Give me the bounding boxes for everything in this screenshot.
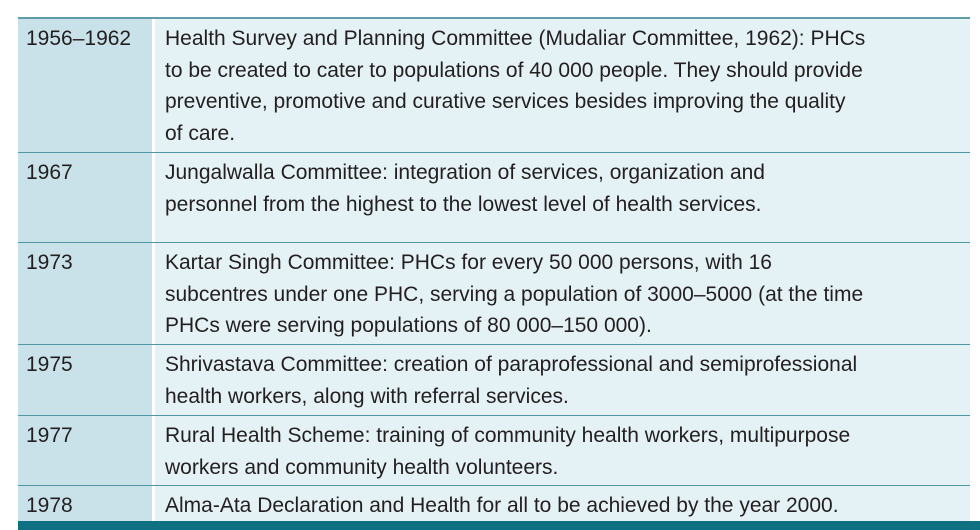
description-cell xyxy=(155,243,970,344)
description-line: health workers, along with referral services. xyxy=(165,384,569,408)
description-line: of care. xyxy=(165,121,236,145)
table-row xyxy=(18,486,970,523)
table-row xyxy=(18,243,970,345)
description-line: Shrivastava Committee: creation of paraprofessional and semiprofessional xyxy=(165,353,858,376)
year-cell: 1977 xyxy=(18,416,155,485)
description-line: Alma-Ata Declaration and Health for all to be achieved by the year 2000. xyxy=(165,494,839,517)
description-cell xyxy=(155,486,970,523)
year-cell: 1975 xyxy=(18,345,155,415)
description-line: Health Survey and Planning Committee (Mudaliar Committee, 1962): PHCs xyxy=(165,27,866,50)
description-line: preventive, promotive and curative services besides improving the quality xyxy=(165,90,846,113)
description-line: Jungalwalla Committee: integration of services, organization and xyxy=(165,161,765,184)
year-cell: 1956–1962 xyxy=(18,19,155,152)
description-cell xyxy=(155,19,970,152)
description-line: workers and community health volunteers. xyxy=(165,455,559,479)
table-row xyxy=(18,153,970,243)
description-cell xyxy=(155,416,970,485)
description-line: Kartar Singh Committee: PHCs for every 50 000 persons, with 16 xyxy=(165,251,772,274)
year-cell: 1973 xyxy=(18,243,155,344)
committee-timeline-table xyxy=(18,19,970,523)
table-row xyxy=(18,19,970,153)
table-row xyxy=(18,345,970,416)
year-cell: 1978 xyxy=(18,486,155,523)
description-line: to be created to cater to populations of 40 000 people. They should provide xyxy=(165,58,863,82)
description-line: Rural Health Scheme: training of community health workers, multipurpose xyxy=(165,424,851,447)
table-bottom-band xyxy=(18,521,980,530)
year-cell: 1967 xyxy=(18,153,155,242)
description-line: PHCs were serving populations of 80 000–150 000). xyxy=(165,314,652,337)
table-row xyxy=(18,416,970,486)
description-cell xyxy=(155,153,970,242)
description-line: personnel from the highest to the lowest level of health services. xyxy=(165,192,762,216)
description-cell xyxy=(155,345,970,415)
description-line: subcentres under one PHC, serving a population of 3000–5000 (at the time xyxy=(165,282,864,306)
